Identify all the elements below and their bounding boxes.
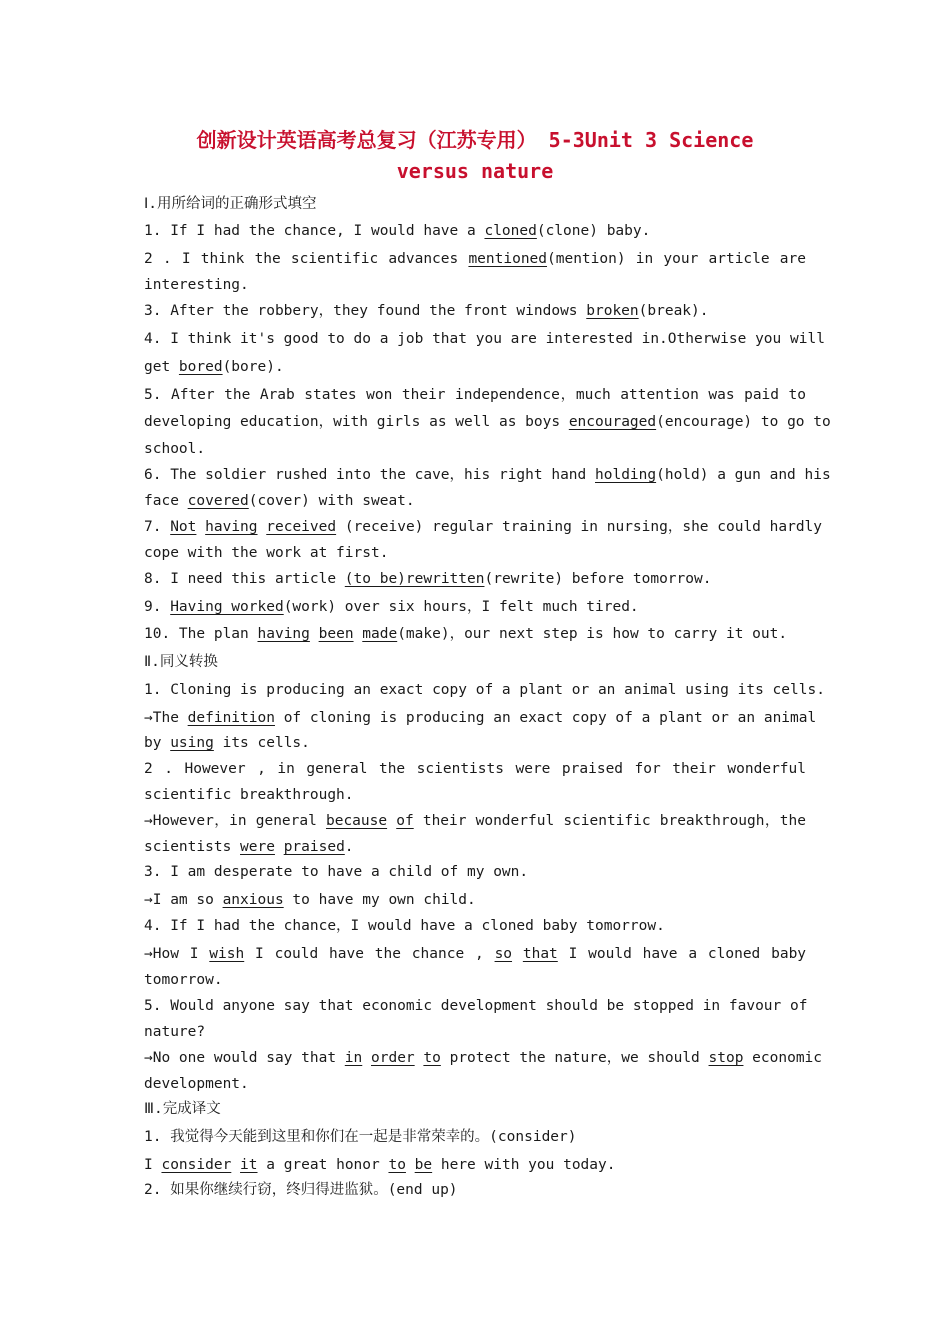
text-line xyxy=(144,382,806,408)
answer-blank: broken xyxy=(586,303,639,319)
line-text xyxy=(310,626,319,642)
line-text: by xyxy=(144,735,171,751)
line-text: 5. After the Arab states won their independence，much attention was paid to xyxy=(144,387,806,403)
line-text: (break). xyxy=(638,303,709,319)
answer-blank: to xyxy=(423,1050,441,1066)
line-text: →I am so xyxy=(144,892,223,908)
line-text: its cells. xyxy=(213,735,310,751)
line-text: →The xyxy=(144,710,188,726)
line-text: 2 . I think the scientific advances xyxy=(144,251,469,267)
line-text: I xyxy=(144,1157,162,1173)
page-title-line-1: 创新设计英语高考总复习（江苏专用） 5-3Unit 3 Science xyxy=(196,128,754,152)
text-line xyxy=(144,1152,806,1178)
text-line xyxy=(144,246,806,272)
line-text xyxy=(362,1050,371,1066)
answer-blank: of xyxy=(396,813,414,829)
text-line xyxy=(144,756,806,782)
line-text: →However，in general xyxy=(144,813,326,829)
line-text xyxy=(196,519,205,535)
text-line xyxy=(144,1096,806,1122)
line-text: their wonderful scientific breakthrough，the xyxy=(413,813,806,829)
line-text: scientific breakthrough. xyxy=(144,787,354,803)
line-text: protect the nature，we should xyxy=(440,1050,709,1066)
text-line xyxy=(144,993,806,1019)
line-text: I would have a cloned baby xyxy=(557,946,807,962)
text-line xyxy=(144,191,806,217)
line-text: interesting. xyxy=(144,277,249,293)
answer-blank: praised xyxy=(283,839,345,855)
line-text: 1. Cloning is producing an exact copy of a plant or an animal using its cells. xyxy=(144,682,825,698)
text-line xyxy=(144,409,831,435)
text-line xyxy=(144,1071,806,1097)
line-text: face xyxy=(144,493,188,509)
text-line xyxy=(144,834,806,860)
line-text: cope with the work at first. xyxy=(144,545,389,561)
answer-blank: been xyxy=(318,626,354,642)
page-title-line-2: versus nature xyxy=(396,159,554,183)
line-text: (work) over six hours，I felt much tired. xyxy=(283,599,639,615)
text-line xyxy=(144,488,806,514)
text-line xyxy=(144,621,806,647)
line-text: 6. The soldier rushed into the cave，his right hand xyxy=(144,467,595,483)
text-line xyxy=(144,354,806,380)
line-text: Ⅱ.同义转换 xyxy=(144,654,218,670)
answer-blank: Having worked xyxy=(170,599,284,615)
answer-blank: having xyxy=(205,519,258,535)
line-text: developing education，with girls as well as boys xyxy=(144,414,569,430)
answer-blank: it xyxy=(240,1157,258,1173)
text-line xyxy=(144,566,806,592)
line-text: . xyxy=(344,839,354,855)
line-text: here with you today. xyxy=(432,1157,616,1173)
answer-blank: bored xyxy=(178,359,223,375)
text-line xyxy=(144,730,806,756)
line-text xyxy=(258,519,267,535)
answer-blank: Not xyxy=(170,519,197,535)
line-text: economic xyxy=(743,1050,823,1066)
line-text: 1. If I had the chance, I would have a xyxy=(144,223,485,239)
answer-blank: anxious xyxy=(222,892,284,908)
answer-blank: were xyxy=(240,839,275,855)
text-line xyxy=(144,462,831,488)
text-line xyxy=(144,514,823,540)
line-text: scientists xyxy=(144,839,241,855)
text-line xyxy=(144,677,825,703)
line-text: 2 . However , in general the scientists were praised for their wonderful xyxy=(144,761,806,777)
line-text: 10. The plan xyxy=(144,626,258,642)
line-text xyxy=(354,626,363,642)
text-line xyxy=(144,782,806,808)
text-line xyxy=(144,941,806,967)
line-text: (rewrite) before tomorrow. xyxy=(484,571,712,587)
text-line xyxy=(144,967,806,993)
answer-blank: order xyxy=(371,1050,415,1066)
answer-blank: received xyxy=(266,519,337,535)
answer-blank: be xyxy=(414,1157,433,1173)
line-text: Ⅲ.完成译文 xyxy=(144,1101,221,1117)
answer-blank: made xyxy=(362,626,398,642)
answer-blank: in xyxy=(344,1050,363,1066)
text-line xyxy=(144,859,806,885)
line-text: a great honor xyxy=(257,1157,389,1173)
line-text xyxy=(406,1157,415,1173)
line-text: 3. I am desperate to have a child of my own. xyxy=(144,864,529,880)
answer-blank: holding xyxy=(595,467,657,483)
text-line xyxy=(144,272,806,298)
line-text xyxy=(275,839,284,855)
text-line xyxy=(144,808,806,834)
line-text: development. xyxy=(144,1076,249,1092)
text-line xyxy=(144,594,806,620)
line-text: (cover) with sweat. xyxy=(248,493,415,509)
text-line xyxy=(144,436,806,462)
line-text: 8. I need this article xyxy=(144,571,345,587)
line-text: (make)，our next step is how to carry it out. xyxy=(397,626,788,642)
answer-blank: so xyxy=(494,946,513,962)
text-line xyxy=(144,1045,823,1071)
line-text: 9. xyxy=(144,599,171,615)
line-text: 4. I think it's good to do a job that you are interested in.Otherwise you will xyxy=(144,331,825,347)
line-text: get xyxy=(144,359,179,375)
text-line xyxy=(144,913,806,939)
line-text: 7. xyxy=(144,519,171,535)
line-text: 5. Would anyone say that economic development should be stopped in favour of xyxy=(144,998,808,1014)
answer-blank: encouraged xyxy=(568,414,657,430)
line-text: →How I xyxy=(144,946,210,962)
line-text: 4. If I had the chance，I would have a cloned baby tomorrow. xyxy=(144,918,665,934)
answer-blank: because xyxy=(325,813,388,829)
text-line xyxy=(144,298,806,324)
line-text xyxy=(231,1157,240,1173)
answer-blank: consider xyxy=(161,1157,232,1173)
answer-blank: stop xyxy=(708,1050,744,1066)
line-text: 2. 如果你继续行窃，终归得进监狱。(end up) xyxy=(144,1182,458,1198)
line-text: tomorrow. xyxy=(144,972,223,988)
line-text: nature? xyxy=(144,1024,206,1040)
answer-blank: cloned xyxy=(484,223,537,239)
line-text: (hold) a gun and his xyxy=(656,467,831,483)
line-text: (bore). xyxy=(222,359,284,375)
answer-blank: mentioned xyxy=(468,251,548,267)
answer-blank: (to be)rewritten xyxy=(344,571,485,587)
text-line xyxy=(144,1019,806,1045)
line-text: of cloning is producing an exact copy of a plant or an animal xyxy=(274,710,817,726)
answer-blank: to xyxy=(388,1157,406,1173)
line-text: →No one would say that xyxy=(144,1050,345,1066)
line-text: to have my own child. xyxy=(283,892,476,908)
text-line xyxy=(144,887,806,913)
text-line xyxy=(144,218,806,244)
answer-blank: having xyxy=(257,626,310,642)
text-line xyxy=(144,705,817,731)
line-text: (encourage) to go to xyxy=(656,414,831,430)
line-text: 3. After the robbery，they found the front windows xyxy=(144,303,587,319)
answer-blank: definition xyxy=(187,710,275,726)
answer-blank: using xyxy=(170,735,214,751)
text-line xyxy=(144,649,806,675)
text-line xyxy=(144,540,806,566)
line-text: I could have the chance , xyxy=(244,946,495,962)
answer-blank: that xyxy=(522,946,558,962)
line-text: (clone) baby. xyxy=(536,223,651,239)
line-text xyxy=(387,813,396,829)
answer-blank: covered xyxy=(187,493,249,509)
line-text: (mention) in your article are xyxy=(547,251,806,267)
text-line xyxy=(144,326,825,352)
answer-blank: wish xyxy=(209,946,245,962)
line-text: school. xyxy=(144,441,206,457)
line-text: Ⅰ.用所给词的正确形式填空 xyxy=(144,196,317,212)
line-text: (receive) regular training in nursing，she could hardly xyxy=(336,519,823,535)
line-text: 1. 我觉得今天能到这里和你们在一起是非常荣幸的。(consider) xyxy=(144,1129,577,1145)
text-line xyxy=(144,1177,806,1203)
line-text xyxy=(512,946,523,962)
text-line xyxy=(144,1124,806,1150)
